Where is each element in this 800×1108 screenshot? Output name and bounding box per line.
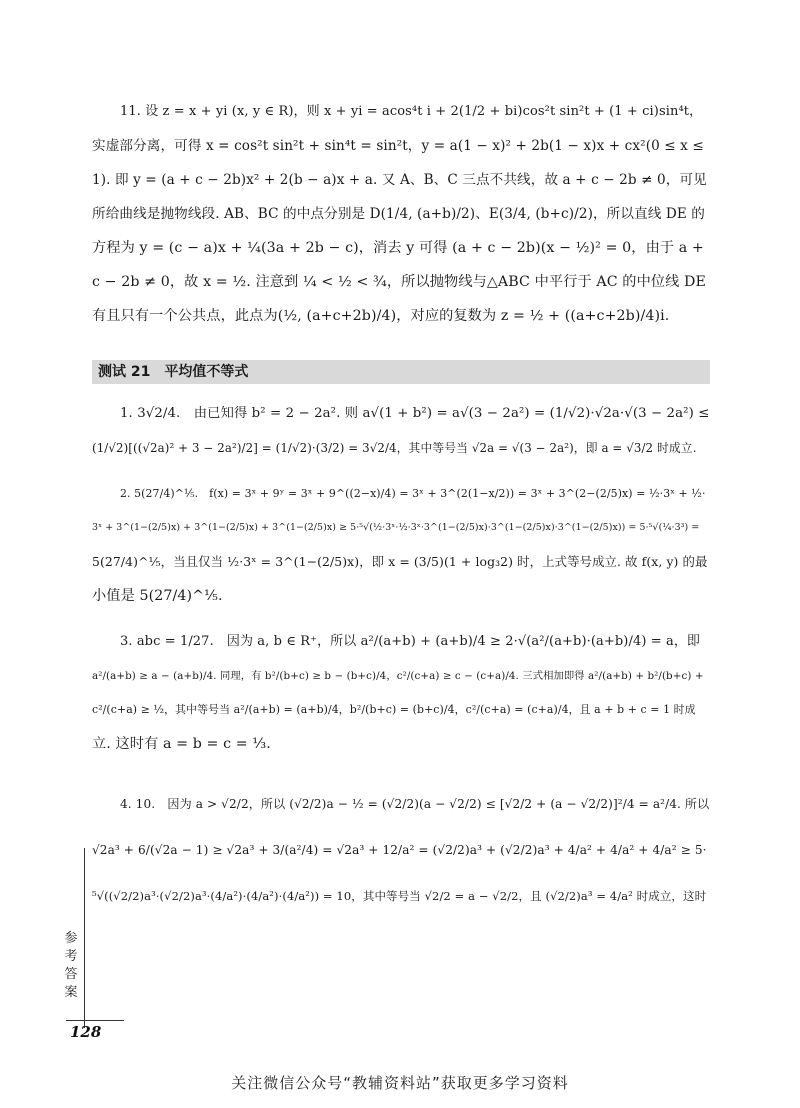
text-line: c − 2b ≠ 0，故 x = ½. 注意到 ¼ < ½ < ¾，所以抛物线与△ABC 中平行于 AC 的中位线 DE — [92, 274, 706, 290]
text-line: 1. 3√2/4. 由已知得 b² = 2 − 2a². 则 a√(1 + b²) = a√(3 − 2a²) = (1/√2)·√2a·√(3 − 2a²) ≤ — [120, 406, 710, 421]
text-line: 所给曲线是抛物线段. AB、BC 的中点分别是 D(1/4, (a+b)/2)、E(3/4, (b+c)/2)，所以直线 DE 的 — [92, 206, 705, 222]
text-line: 1). 即 y = (a + c − 2b)x² + 2(b − a)x + a. 又 A、B、C 三点不共线，故 a + c − 2b ≠ 0，可见 — [92, 172, 707, 188]
text-line: 4. 10. 因为 a > √2/2，所以 (√2/2)a − ½ = (√2/2)(a − √2/2) ≤ [√2/2 + (a − √2/2)]²/4 = a²/4. 所以 — [120, 797, 710, 811]
text-line: ⁵√((√2/2)a³·(√2/2)a³·(4/a²)·(4/a²)·(4/a²)) = 10，其中等号当 √2/2 = a − √2/2，且 (√2/2)a³ = 4/a² 时成立，这时 — [92, 889, 707, 903]
side-divider — [84, 848, 85, 1028]
text-line: √2a³ + 6/(√2a − 1) ≥ √2a³ + 3/(a²/4) = √2a³ + 12/a² = (√2/2)a³ + (√2/2)a³ + 4/a² + 4/a² + 4/a² ≥ 5· — [92, 843, 707, 857]
problem-4 — [92, 794, 710, 906]
text-line: 有且只有一个公共点，此点为(½, (a+c+2b)/4)，对应的复数为 z = ½ + ((a+c+2b)/4)i. — [92, 308, 670, 324]
text-line: 立. 这时有 a = b = c = ⅓. — [92, 736, 271, 752]
text-line: 2. 5(27/4)^⅕. f(x) = 3ˣ + 9ʸ = 3ˣ + 9^((2−x)/4) = 3ˣ + 3^(2(1−x/2)) = 3ˣ + 3^(2−(2/5)x) = ½·3ˣ + ½· — [120, 487, 706, 500]
answers-content — [92, 404, 710, 906]
text-line: a²/(a+b) ≥ a − (a+b)/4. 同理，有 b²/(b+c) ≥ b − (b+c)/4，c²/(c+a) ≥ c − (c+a)/4. 三式相加即得 a²/(a+b) + b²/(b+c) + — [92, 670, 704, 682]
text-line: c²/(c+a) ≥ ½，其中等号当 a²/(a+b) = (a+b)/4，b²/(b+c) = (b+c)/4，c²/(c+a) = (c+a)/4，且 a + b + c = 1 时成 — [92, 703, 696, 716]
page-number-rule — [66, 1020, 124, 1021]
problem-11 — [92, 102, 710, 326]
page-number: 128 — [70, 1023, 102, 1041]
text-line: (1/√2)[((√2a)² + 3 − 2a²)/2] = (1/√2)·(3/2) = 3√2/4，其中等号当 √2a = √(3 − 2a²)，即 a = √3/2 时成立. — [92, 441, 697, 455]
problem-2 — [92, 484, 710, 606]
text-line: 方程为 y = (c − a)x + ¼(3a + 2b − c)，消去 y 可得 (a + c − 2b)(x − ½)² = 0，由于 a + — [92, 240, 704, 256]
side-label: 参考答案 — [64, 931, 78, 1000]
text-line: 3. abc = 1/27. 因为 a, b ∈ R⁺，所以 a²/(a+b) + (a+b)/4 ≥ 2·√(a²/(a+b)·(a+b)/4) = a，即 — [120, 634, 701, 649]
text-line: 11. 设 z = x + yi (x, y ∈ R)，则 x + yi = acos⁴t i + 2(1/2 + bi)cos²t sin²t + (1 + ci)sin⁴t， — [120, 104, 703, 119]
text-line: 3ˣ + 3^(1−(2/5)x) + 3^(1−(2/5)x) + 3^(1−(2/5)x) ≥ 5·⁵√(½·3ˣ·½·3ˣ·3^(1−(2/5)x)·3^(1−(2/5)x)·3^(1−(2/5)x)) = 5·⁵√(¼·3³) = — [92, 522, 700, 533]
text-line: 小值是 5(27/4)^⅕. — [92, 588, 223, 604]
text-line: 实虚部分离，可得 x = cos²t sin²t + sin⁴t = sin²t，y = a(1 − x)² + 2b(1 − x)x + cx²(0 ≤ x ≤ — [92, 138, 704, 154]
section-title: 测试 21 平均值不等式 — [92, 360, 710, 384]
text-line: 5(27/4)^⅕，当且仅当 ½·3ˣ = 3^(1−(2/5)x)，即 x = (3/5)(1 + log₃2) 时，上式等号成立. 故 f(x, y) 的最 — [92, 554, 708, 569]
problem-3 — [92, 632, 710, 754]
footer-note: 关注微信公众号“教辅资料站”获取更多学习资料 — [231, 1074, 569, 1092]
page-content — [92, 102, 710, 326]
problem-1 — [92, 404, 710, 458]
